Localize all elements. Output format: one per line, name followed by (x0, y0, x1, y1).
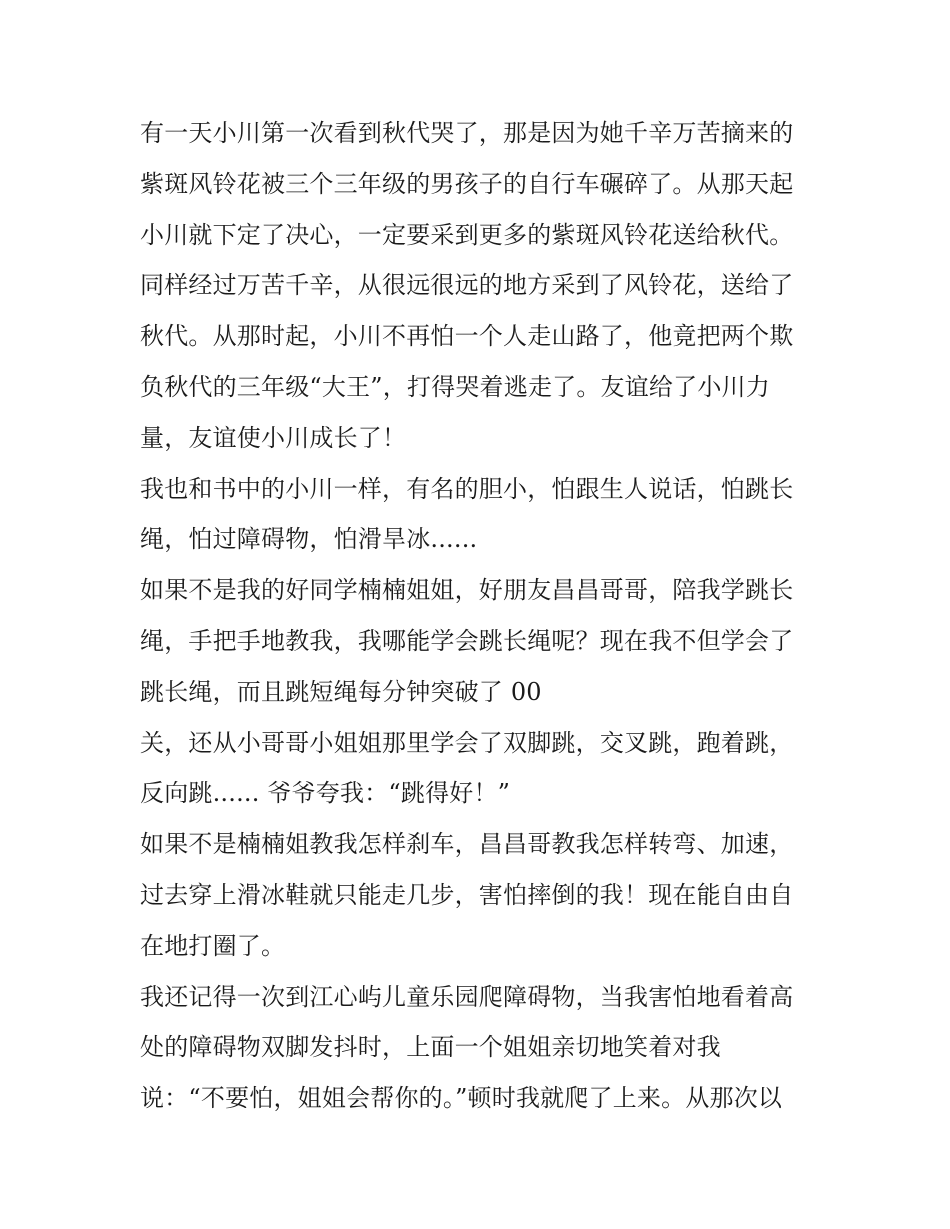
text-line: 绳，怕过障碍物，怕滑旱冰...... (140, 525, 478, 554)
text-line: 绳，手把手地教我，我哪能学会跳长绳呢？现在我不但学会了 (140, 626, 794, 655)
text-line: 我还记得一次到江心屿儿童乐园爬障碍物，当我害怕地看着高 (140, 982, 794, 1011)
text-line: 如果不是我的好同学楠楠姐姐，好朋友昌昌哥哥，陪我学跳长 (140, 576, 794, 605)
text-line: 反向跳...... 爷爷夸我：“跳得好！” (140, 779, 511, 808)
text-line: 如果不是楠楠姐教我怎样刹车，昌昌哥教我怎样转弯、加速， (140, 830, 794, 859)
text-line: 负秋代的三年级“大王”，打得哭着逃走了。友谊给了小川力 (140, 372, 770, 401)
text-line: 过去穿上滑冰鞋就只能走几步，害怕摔倒的我！现在能自由自 (140, 880, 794, 909)
text-line: 小川就下定了决心，一定要采到更多的紫斑风铃花送给秋代。 (140, 220, 794, 249)
text-line: 说：“不要怕，姐姐会帮你的。”顿时我就爬了上来。从那次以 (140, 1084, 783, 1113)
text-line: 有一天小川第一次看到秋代哭了，那是因为她千辛万苦摘来的 (140, 119, 794, 147)
text-line: 在地打圈了。 (140, 931, 286, 960)
text-line: 处的障碍物双脚发抖时，上面一个姐姐亲切地笑着对我 (140, 1033, 721, 1062)
text-line: 跳长绳，而且跳短绳每分钟突破了 00 (140, 677, 542, 706)
text-line: 关，还从小哥哥小姐姐那里学会了双脚跳，交叉跳，跑着跳， (140, 728, 794, 757)
text-line: 紫斑风铃花被三个三年级的男孩子的自行车碾碎了。从那天起 (140, 169, 794, 198)
text-line: 量，友谊使小川成长了！ (140, 423, 407, 452)
text-line: 秋代。从那时起，小川不再怕一个人走山路了，他竟把两个欺 (140, 322, 794, 351)
text-line: 同样经过万苦千辛，从很远很远的地方采到了风铃花，送给了 (140, 271, 794, 300)
document-text-body (140, 108, 820, 1124)
text-line: 我也和书中的小川一样，有名的胆小，怕跟生人说话，怕跳长 (140, 474, 794, 503)
